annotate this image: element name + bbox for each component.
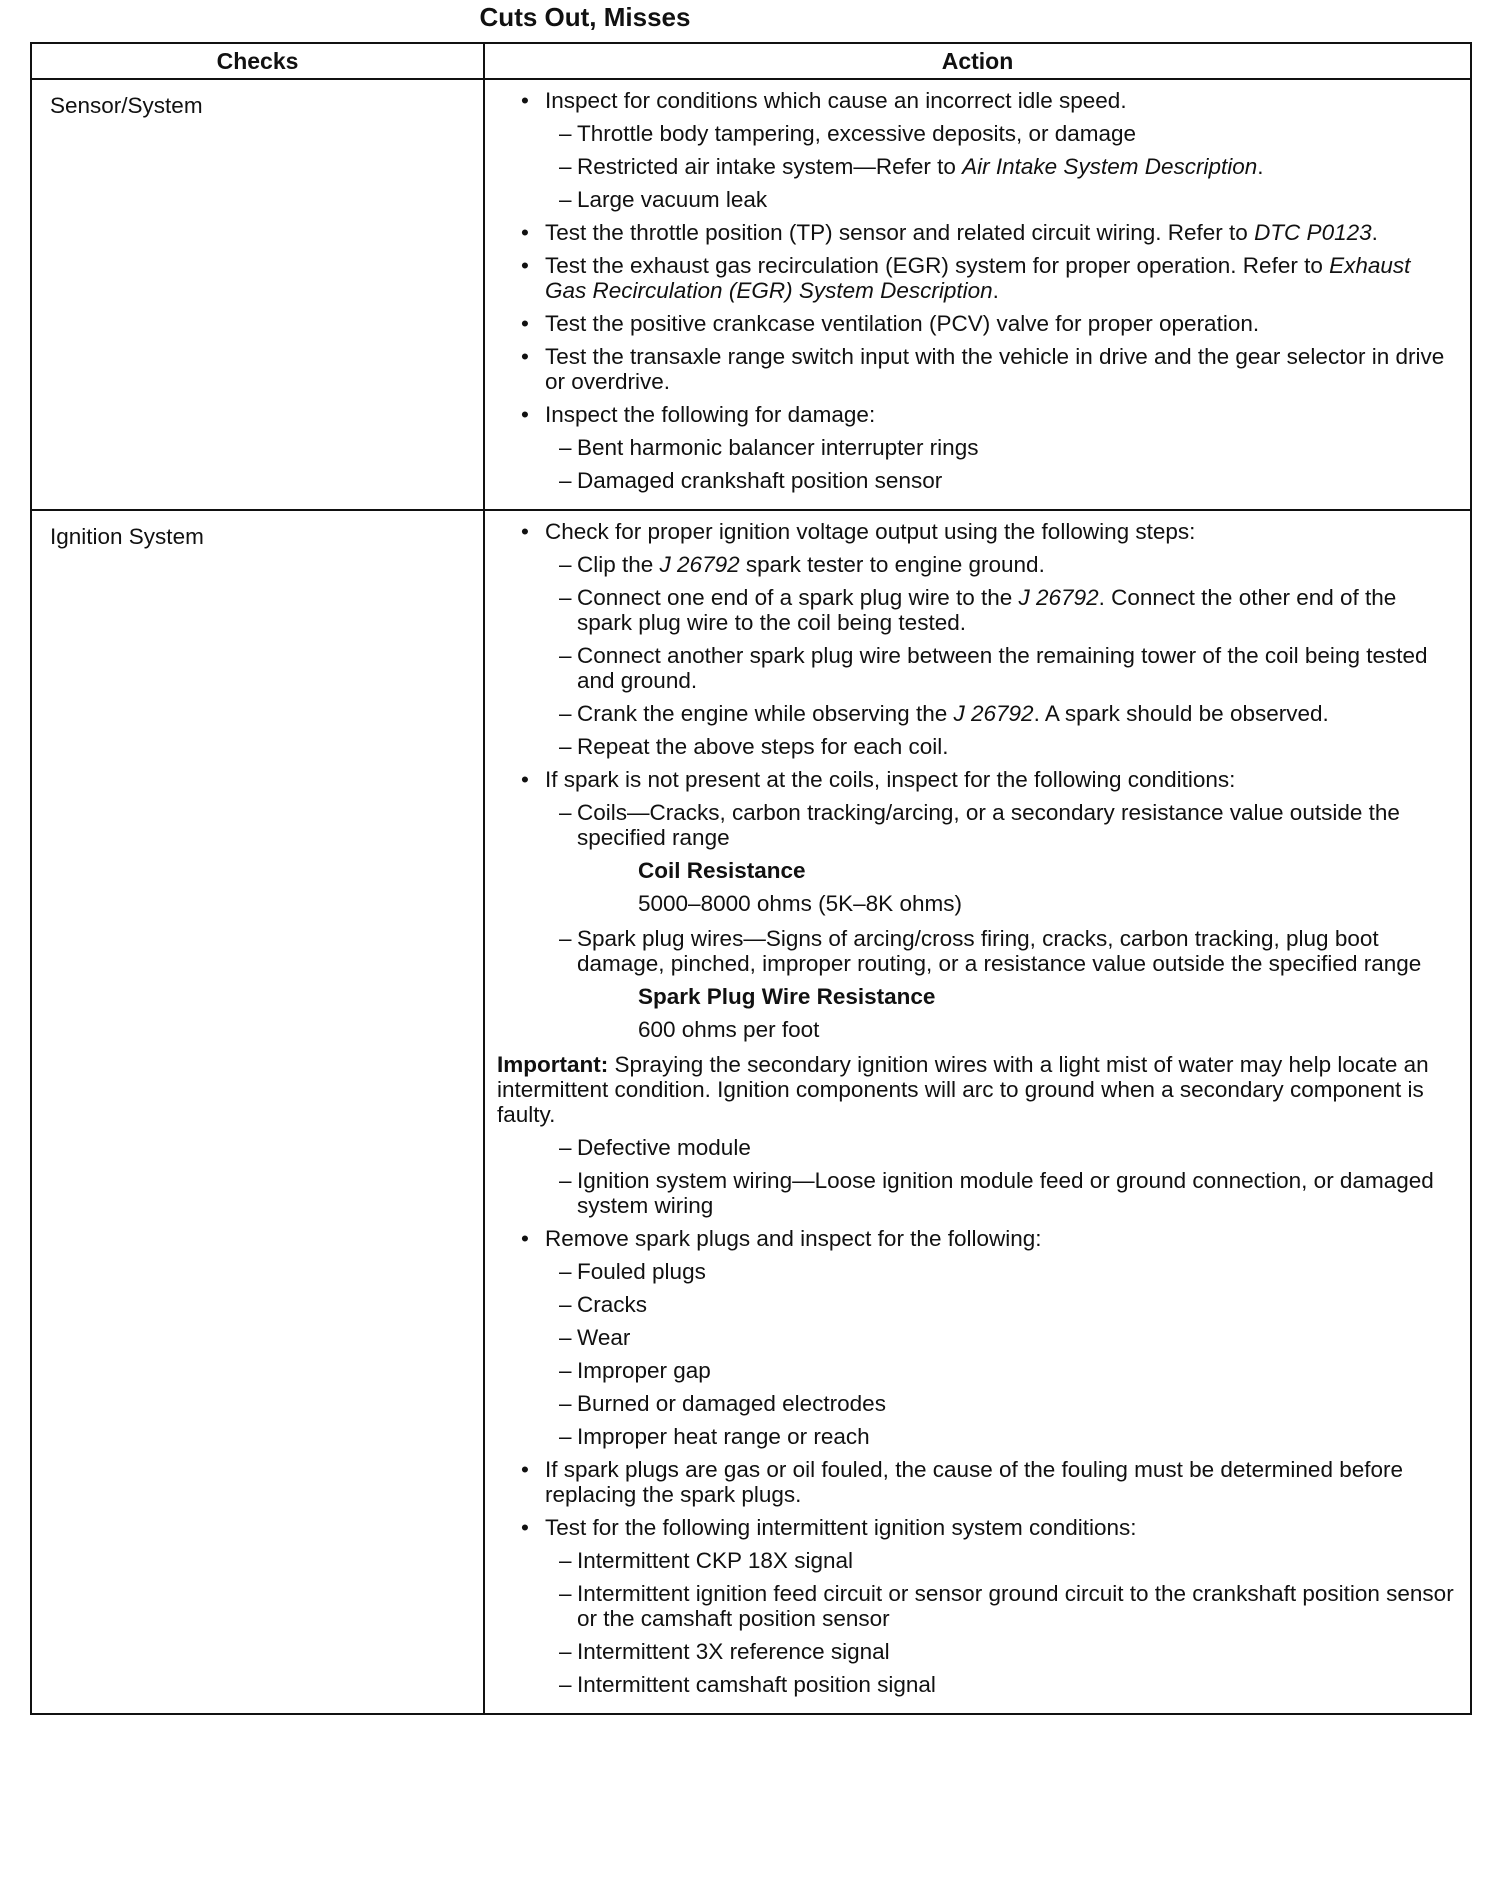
dash-marker: – xyxy=(559,701,572,726)
item-text: Coils—Cracks, carbon tracking/arcing, or a secondary resistance value outside the specified range xyxy=(577,800,1400,850)
dash-marker: – xyxy=(559,552,572,577)
bullet-item xyxy=(497,1226,1456,1251)
item-text-suffix: . xyxy=(992,278,999,303)
bullet-item xyxy=(497,311,1456,336)
diagnostic-table xyxy=(30,42,1472,1715)
item-text: Cracks xyxy=(577,1292,648,1317)
table-header-row xyxy=(31,43,1471,79)
dash-marker: – xyxy=(559,926,572,951)
reference-text: J 26792 xyxy=(953,701,1034,726)
dash-marker: – xyxy=(559,1168,572,1193)
dash-marker: – xyxy=(559,1548,572,1573)
reference-text: J 26792 xyxy=(1018,585,1099,610)
page-title: Cuts Out, Misses xyxy=(479,2,691,32)
sub-item xyxy=(497,1259,1456,1284)
sub-item xyxy=(497,121,1456,146)
bullet-item xyxy=(497,519,1456,544)
important-text: Spraying the secondary ignition wires with a light mist of water may help locate an intermittent condition. Ignition components will arc to ground when a secondary component is faulty. xyxy=(497,1052,1429,1127)
table-body xyxy=(31,79,1471,1714)
bullet-marker: • xyxy=(521,253,529,278)
table-row xyxy=(31,79,1471,510)
bullet-marker: • xyxy=(521,1515,529,1540)
item-text: Check for proper ignition voltage output using the following steps: xyxy=(545,519,1196,544)
item-text: Intermittent CKP 18X signal xyxy=(577,1548,853,1573)
dash-marker: – xyxy=(559,1135,572,1160)
sub-item xyxy=(497,585,1456,635)
table-row xyxy=(31,510,1471,1714)
sub-item xyxy=(497,734,1456,759)
item-text: Wear xyxy=(577,1325,631,1350)
sub-item xyxy=(497,552,1456,577)
reference-text: Air Intake System Description xyxy=(962,154,1258,179)
dash-marker: – xyxy=(559,1391,572,1416)
item-text: Repeat the above steps for each coil. xyxy=(577,734,949,759)
important-label: Important: xyxy=(497,1052,609,1077)
item-text-suffix: . Connect the other end of the spark plug wire to the coil being tested. xyxy=(577,585,1397,635)
dash-marker: – xyxy=(559,585,572,610)
bullet-marker: • xyxy=(521,311,529,336)
sub-item xyxy=(497,701,1456,726)
reference-text: J 26792 xyxy=(659,552,740,577)
item-text: Test the throttle position (TP) sensor and related circuit wiring. Refer to xyxy=(545,220,1255,245)
check-cell: Ignition System xyxy=(31,510,484,1714)
bullet-item xyxy=(497,402,1456,427)
dash-marker: – xyxy=(559,121,572,146)
bullet-item xyxy=(497,253,1456,303)
item-text: Test the positive crankcase ventilation (PCV) valve for proper operation. xyxy=(545,311,1260,336)
sub-item xyxy=(497,1581,1456,1631)
item-text: Throttle body tampering, excessive deposits, or damage xyxy=(577,121,1137,146)
item-text: Test for the following intermittent ignition system conditions: xyxy=(545,1515,1137,1540)
dash-marker: – xyxy=(559,1672,572,1697)
item-text: Fouled plugs xyxy=(577,1259,706,1284)
dash-marker: – xyxy=(559,800,572,825)
dash-marker: – xyxy=(559,1639,572,1664)
item-text: Improper heat range or reach xyxy=(577,1424,870,1449)
item-text: Remove spark plugs and inspect for the following: xyxy=(545,1226,1042,1251)
dash-marker: – xyxy=(559,1581,572,1606)
item-text: Intermittent camshaft position signal xyxy=(577,1672,936,1697)
dash-marker: – xyxy=(559,1358,572,1383)
item-text: Crank the engine while observing the xyxy=(577,701,954,726)
item-text: Restricted air intake system—Refer to xyxy=(577,154,963,179)
spec-heading: Coil Resistance xyxy=(638,858,806,883)
sub-item xyxy=(497,1424,1456,1449)
sub-item xyxy=(497,1325,1456,1350)
bullet-marker: • xyxy=(521,1457,529,1482)
item-text: Connect another spark plug wire between the remaining tower of the coil being tested and ground. xyxy=(577,643,1428,693)
item-text: Spark plug wires—Signs of arcing/cross firing, cracks, carbon tracking, plug boot damage, pinched, improper routing, or a resistance value outside the specified range xyxy=(577,926,1422,976)
bullet-item xyxy=(497,220,1456,245)
sub-item xyxy=(497,435,1456,460)
dash-marker: – xyxy=(559,1424,572,1449)
bullet-item xyxy=(497,1515,1456,1540)
reference-text: Exhaust Gas Recirculation (EGR) System Description xyxy=(545,253,1411,303)
sub-item xyxy=(497,187,1456,212)
sub-item xyxy=(497,1135,1456,1160)
dash-marker: – xyxy=(559,1325,572,1350)
action-cell xyxy=(484,510,1471,1714)
item-text: Inspect the following for damage: xyxy=(545,402,876,427)
sub-item xyxy=(497,643,1456,693)
sub-item xyxy=(497,1292,1456,1317)
bullet-marker: • xyxy=(521,88,529,113)
spec-value: 5000–8000 ohms (5K–8K ohms) xyxy=(638,891,962,916)
item-text: Defective module xyxy=(577,1135,751,1160)
item-text: Improper gap xyxy=(577,1358,711,1383)
sub-item xyxy=(497,468,1456,493)
bullet-marker: • xyxy=(521,344,529,369)
bullet-marker: • xyxy=(521,402,529,427)
dash-marker: – xyxy=(559,435,572,460)
sub-item xyxy=(497,154,1456,179)
dash-marker: – xyxy=(559,734,572,759)
action-cell xyxy=(484,79,1471,510)
spec-value: 600 ohms per foot xyxy=(638,1017,820,1042)
reference-text: DTC P0123 xyxy=(1254,220,1372,245)
checks-column-header: Checks xyxy=(31,43,484,79)
item-text: Test the transaxle range switch input with the vehicle in drive and the gear selector in drive or overdrive. xyxy=(545,344,1445,394)
check-cell: Sensor/System xyxy=(31,79,484,510)
dash-marker: – xyxy=(559,187,572,212)
item-text: Intermittent ignition feed circuit or sensor ground circuit to the crankshaft position sensor or the camshaft position sensor xyxy=(577,1581,1454,1631)
item-text: Damaged crankshaft position sensor xyxy=(577,468,943,493)
bullet-item xyxy=(497,344,1456,394)
bullet-marker: • xyxy=(521,767,529,792)
item-text-suffix: . A spark should be observed. xyxy=(1033,701,1329,726)
item-text: Clip the xyxy=(577,552,660,577)
dash-marker: – xyxy=(559,1259,572,1284)
item-text: Ignition system wiring—Loose ignition module feed or ground connection, or damaged system wiring xyxy=(577,1168,1434,1218)
item-text: If spark is not present at the coils, inspect for the following conditions: xyxy=(545,767,1236,792)
item-text: Burned or damaged electrodes xyxy=(577,1391,886,1416)
sub-item xyxy=(497,926,1456,976)
dash-marker: – xyxy=(559,1292,572,1317)
item-text-suffix: . xyxy=(1371,220,1378,245)
important-note xyxy=(497,1052,1456,1127)
item-text: Large vacuum leak xyxy=(577,187,768,212)
item-text-suffix: . xyxy=(1257,154,1264,179)
bullet-item xyxy=(497,88,1456,113)
sub-item xyxy=(497,1672,1456,1697)
item-text: Inspect for conditions which cause an incorrect idle speed. xyxy=(545,88,1127,113)
dash-marker: – xyxy=(559,468,572,493)
bullet-item xyxy=(497,767,1456,792)
bullet-marker: • xyxy=(521,1226,529,1251)
spec-heading: Spark Plug Wire Resistance xyxy=(638,984,936,1009)
bullet-marker: • xyxy=(521,519,529,544)
sub-item xyxy=(497,1639,1456,1664)
item-text: If spark plugs are gas or oil fouled, the cause of the fouling must be determined before replacing the spark plugs. xyxy=(545,1457,1404,1507)
bullet-item xyxy=(497,1457,1456,1507)
item-text: Intermittent 3X reference signal xyxy=(577,1639,890,1664)
sub-item xyxy=(497,1358,1456,1383)
item-text: Test the exhaust gas recirculation (EGR) system for proper operation. Refer to xyxy=(545,253,1330,278)
dash-marker: – xyxy=(559,643,572,668)
item-text: Connect one end of a spark plug wire to the xyxy=(577,585,1019,610)
sub-item xyxy=(497,1391,1456,1416)
item-text: Bent harmonic balancer interrupter rings xyxy=(577,435,979,460)
item-text-suffix: spark tester to engine ground. xyxy=(739,552,1045,577)
sub-item xyxy=(497,1168,1456,1218)
sub-item xyxy=(497,800,1456,850)
dash-marker: – xyxy=(559,154,572,179)
bullet-marker: • xyxy=(521,220,529,245)
action-column-header: Action xyxy=(484,43,1471,79)
sub-item xyxy=(497,1548,1456,1573)
